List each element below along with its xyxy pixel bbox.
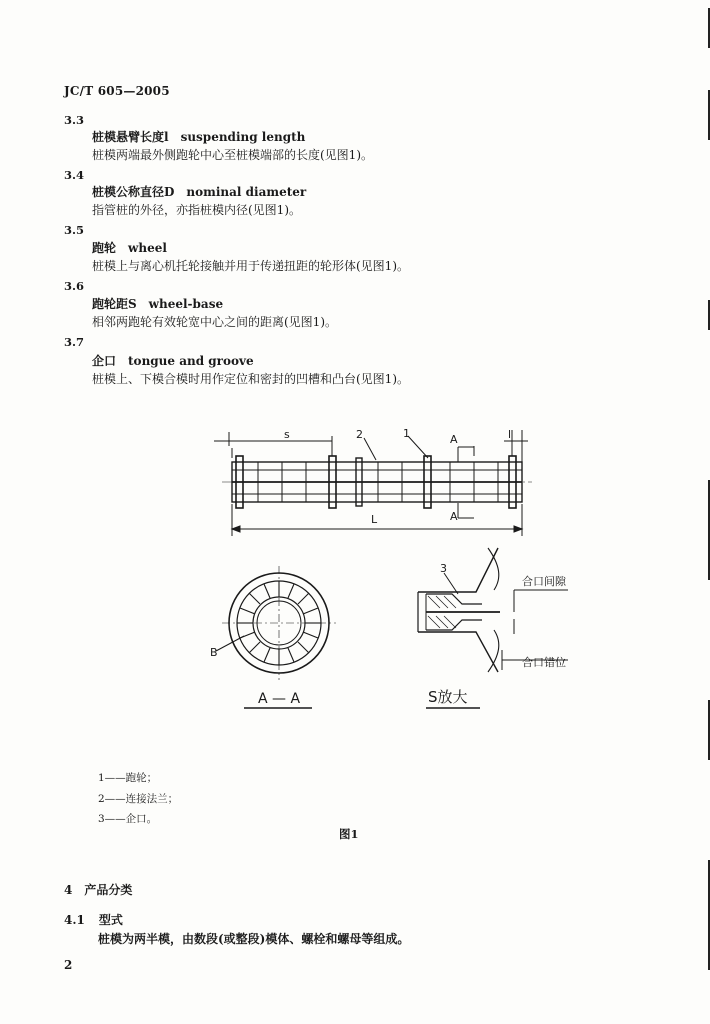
term-en: suspending length bbox=[180, 130, 306, 144]
clause-number: 3.4 bbox=[64, 168, 85, 182]
section-4-1-heading bbox=[64, 911, 123, 928]
term-cn: 企口 bbox=[92, 354, 117, 368]
callout-1: 1 bbox=[403, 427, 410, 440]
term-en: tongue and groove bbox=[128, 354, 254, 368]
page-number: 2 bbox=[64, 958, 73, 972]
legend-item: 1——跑轮； bbox=[98, 772, 158, 784]
pile-mould-elevation bbox=[222, 456, 532, 508]
clause-definition: 桩模两端最外侧跑轮中心至桩模端部的长度(见图1)。 bbox=[92, 148, 374, 162]
section-4-title: 4 产品分类 bbox=[64, 883, 133, 897]
term-en: wheel-base bbox=[148, 297, 224, 311]
dim-l-label: l bbox=[508, 428, 512, 441]
clause-definition: 指管桩的外径，亦指桩模内径(见图1)。 bbox=[92, 203, 301, 217]
term-en: nominal diameter bbox=[186, 185, 307, 199]
callout-2: 2 bbox=[356, 428, 363, 441]
clause-number: 3.5 bbox=[64, 223, 85, 237]
dim-L-label: L bbox=[371, 513, 378, 526]
section-4-1-text: 桩模为两半模，由数段(或整段)模体、螺栓和螺母等组成。 bbox=[98, 932, 410, 946]
clause-definition: 相邻两跑轮有效轮宽中心之间的距离(见图1)。 bbox=[92, 315, 337, 329]
doc-code: JC/T 605—2005 bbox=[64, 84, 170, 98]
term-cn: 跑轮 bbox=[92, 241, 117, 255]
gap-label: 合口间隙 bbox=[522, 575, 566, 588]
term-cn: 桩模悬臂长度l bbox=[92, 130, 169, 144]
detail-caption: S放大 bbox=[428, 688, 468, 706]
section-caption: A — A bbox=[258, 691, 301, 707]
section-mark-top: A bbox=[450, 433, 458, 446]
section-4-1-number: 4.1 bbox=[64, 913, 85, 927]
section-4-1-title: 型式 bbox=[98, 913, 123, 927]
clause-number: 3.3 bbox=[64, 113, 85, 127]
label-b: B bbox=[210, 646, 218, 659]
legend-item: 2——连接法兰； bbox=[98, 793, 179, 805]
section-a-a-view bbox=[216, 566, 336, 708]
callout-3: 3 bbox=[440, 562, 447, 575]
clause-number: 3.6 bbox=[64, 279, 85, 293]
dim-s-label: s bbox=[284, 428, 290, 441]
clause-number: 3.7 bbox=[64, 335, 85, 349]
term-en: wheel bbox=[128, 241, 167, 255]
legend-item: 3——企口。 bbox=[98, 813, 158, 825]
clause-definition: 桩模上与离心机托轮接触并用于传递扭距的轮形体(见图1)。 bbox=[92, 259, 410, 273]
clause-definition: 桩模上、下模合模时用作定位和密封的凹槽和凸台(见图1)。 bbox=[92, 372, 410, 386]
figure-caption: 图1 bbox=[339, 827, 359, 841]
term-cn: 跑轮距S bbox=[92, 297, 137, 311]
section-mark-bottom: A bbox=[450, 510, 458, 523]
misalign-label: 合口错位 bbox=[522, 656, 566, 669]
term-cn: 桩模公称直径D bbox=[92, 185, 175, 199]
